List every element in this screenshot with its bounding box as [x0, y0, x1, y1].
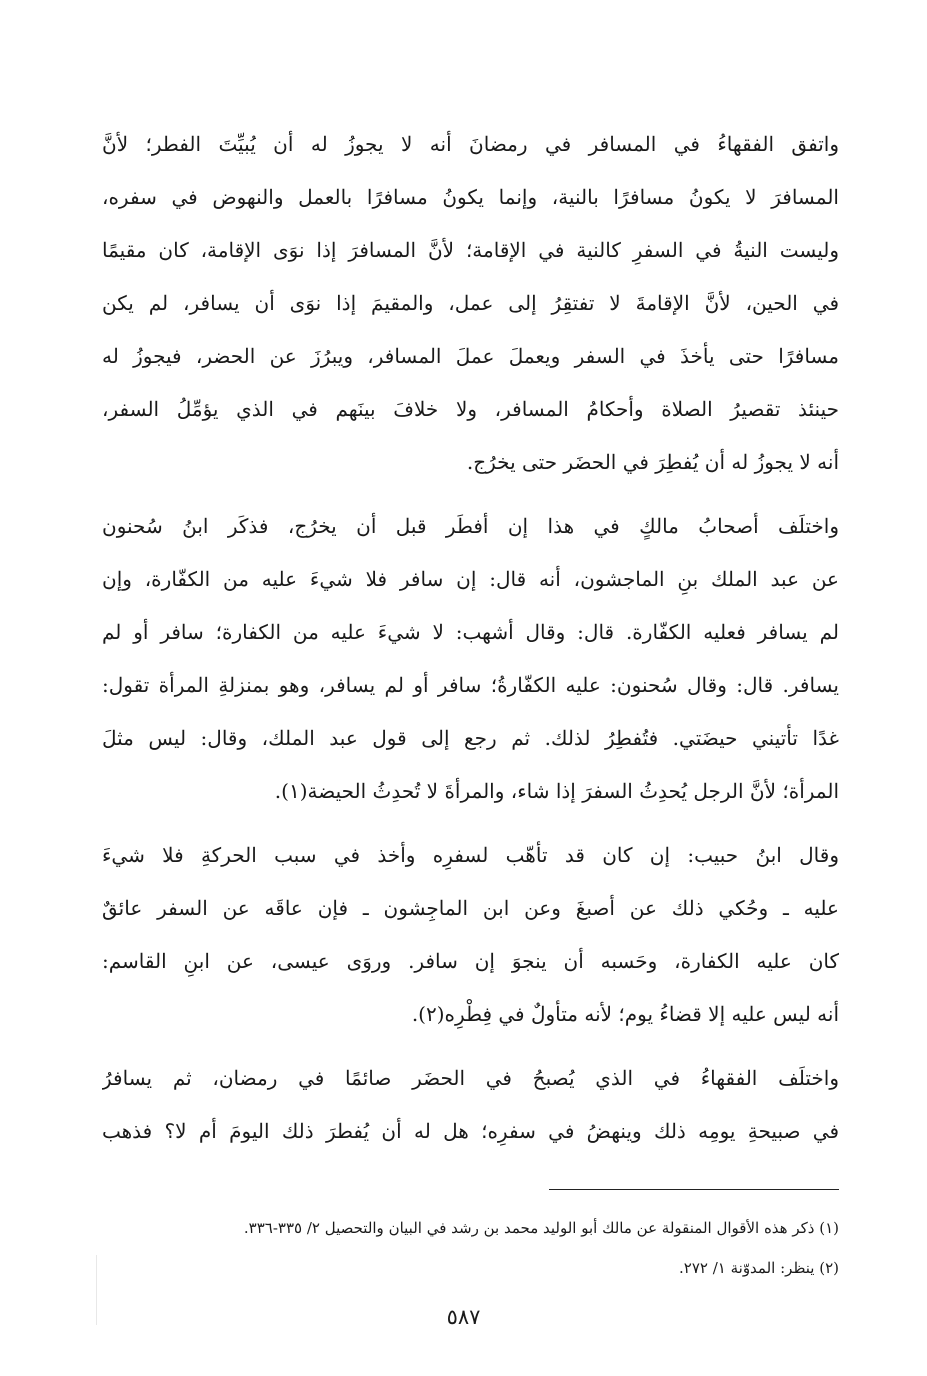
text-line: واتفق الفقهاءُ في المسافر في رمضانَ أنه لا يجوزُ له أن يُبيِّتَ الفطر؛ لأنَّ	[102, 132, 839, 156]
text-line: المرأة؛ لأنَّ الرجل يُحدِثُ السفرَ إذا شاء، والمرأةَ لا تُحدِثُ الحيضة(١).	[274, 779, 839, 803]
text-line: كان عليه الكفارة، وحَسبه أن ينجوَ إن سافر. وروَى عيسى، عن ابنِ القاسم:	[102, 949, 839, 973]
text-line: غدًا تأتيني حيضَتي. فتُفطِرُ لذلك. ثم رجع إلى قول عبد الملك، وقال: ليس مثلَ	[102, 726, 839, 750]
text-line: عن عبد الملك بنِ الماجشون، أنه قال: إن سافر فلا شيءَ عليه من الكفّارة، وإن	[102, 567, 839, 591]
text-line: يسافر. قال: وقال سُحنون: عليه الكفّارةُ؛ سافر أو لم يسافر، وهو بمنزلةِ المرأة تقول:	[102, 673, 839, 697]
main-text	[102, 118, 839, 1158]
text-line: في الحين، لأنَّ الإقامةَ لا تفتقِرُ إلى عمل، والمقيمَ إذا نوَى أن يسافر، لم يكن	[102, 291, 839, 315]
text-line: واختلَف أصحابُ مالكٍ في هذا إن أفطَر قبل أن يخرُج، فذكَر ابنُ سُحنون	[102, 514, 839, 538]
text-line: وقال ابنُ حبيب: إن كان قد تأهّب لسفرِه وأخذ في سبب الحركةِ فلا شيءَ	[102, 843, 839, 867]
footnote: (١) ذكر هذه الأقوال المنقولة عن مالك أبو الوليد محمد بن رشد في البيان والتحصيل ٢/ ٣٣٥-٣٣٦.	[243, 1219, 839, 1237]
footnote-divider	[549, 1189, 839, 1190]
page-number: ٥٨٧	[446, 1305, 481, 1329]
text-line: أنه لا يجوزُ له أن يُفطِرَ في الحضَر حتى يخرُج.	[466, 450, 839, 474]
text-line: المسافرَ لا يكونُ مسافرًا بالنية، وإنما يكونُ مسافرًا بالعمل والنهوض في سفره،	[102, 185, 839, 209]
text-line: واختلَف الفقهاءُ في الذي يُصبحُ في الحضَر صائمًا في رمضان، ثم يسافرُ	[102, 1066, 839, 1090]
text-line: في صبيحةِ يومِه ذلك وينهضُ في سفرِه؛ هل له أن يُفطرَ ذلك اليومَ أم لا؟ فذهب	[102, 1119, 839, 1143]
footnotes	[102, 1208, 839, 1288]
paragraph-3	[102, 829, 839, 1041]
text-line: مسافرًا حتى يأخذَ في السفر ويعملَ عملَ المسافر، ويبرُزَ عن الحضر، فيجوزُ له	[102, 344, 839, 368]
paragraph-4	[102, 1052, 839, 1158]
text-line: عليه ـ وحُكي ذلك عن أصبغَ وعن ابن الماجِشون ـ فإن عاقَه عن السفر عائقٌ	[102, 896, 839, 920]
text-line: أنه ليس عليه إلا قضاءُ يوم؛ لأنه متأولٌ في فِطْرِه(٢).	[411, 1002, 839, 1026]
text-line: لم يسافر فعليه الكفّارة. قال: وقال أشهب: لا شيءَ عليه من الكفارة؛ سافر أو لم	[102, 620, 839, 644]
paragraph-1	[102, 118, 839, 489]
text-line: وليست النيةُ في السفرِ كالنية في الإقامة؛ لأنَّ المسافرَ إذا نوَى الإقامة، كان مقيمًا	[102, 238, 839, 262]
text-line: حينئذ تقصيرُ الصلاة وأحكامُ المسافر، ولا خلافَ بينَهم في الذي يؤمِّلُ السفر،	[102, 397, 839, 421]
footnote: (٢) ينظر: المدوّنة ١/ ٢٧٢.	[678, 1259, 839, 1277]
paragraph-2	[102, 500, 839, 818]
